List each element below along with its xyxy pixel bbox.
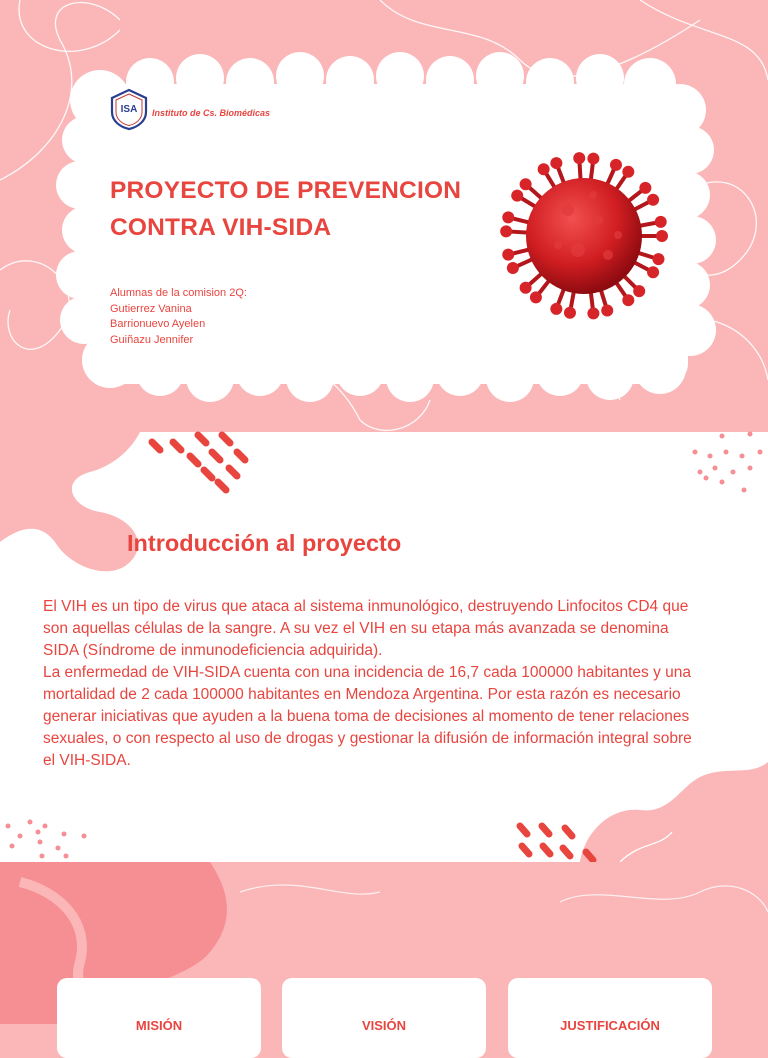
intro-paragraph-1: El VIH es un tipo de virus que ataca al sistema inmunológico, destruyendo Linfocitos CD4 que son aquellas células de la sangre. A su vez el VIH en su etapa más avanzada se denomina SIDA (Síndrome de inmunodeficiencia adquirida). <box>43 598 689 659</box>
dot-pattern-left <box>6 820 87 859</box>
intro-body <box>43 596 703 772</box>
card-justificacion[interactable] <box>508 978 712 1058</box>
card-label: MISIÓN <box>135 1018 183 1033</box>
dot-pattern-right <box>693 432 763 493</box>
intro-paragraph-2: La enfermedad de VIH-SIDA cuenta con una incidencia de 16,7 cada 100000 habitantes y una mortalidad de 2 cada 100000 habitantes en Mendoza Argentina. Por esta razón es necesario generar iniciativas que ayuden a la buena toma de decisiones al momento de tener relaciones sexuales, o con respecto al uso de drogas y gestionar la difusión de información integral sobre el VIH-SIDA. <box>43 664 692 769</box>
page-title <box>110 172 500 246</box>
author-name: Guiñazu Jennifer <box>110 333 194 346</box>
author-name: Barrionuevo Ayelen <box>110 318 206 330</box>
author-name: Gutierrez Vanina <box>110 302 192 315</box>
logo-text: ISA <box>120 104 138 115</box>
title-line-2: CONTRA VIH-SIDA <box>110 214 332 241</box>
intro-slide <box>0 432 768 862</box>
title-line-1: PROYECTO DE PREVENCION <box>110 177 462 204</box>
blob-top-left <box>0 432 140 571</box>
card-label: JUSTIFICACIÓN <box>560 1018 660 1033</box>
cover-slide <box>0 0 768 432</box>
institution-name: Instituto de Cs. Biomédicas <box>152 108 271 118</box>
card-vision[interactable] <box>282 978 486 1058</box>
dash-pattern-top <box>152 435 245 490</box>
institute-logo <box>108 88 150 130</box>
authors-block <box>110 286 247 348</box>
card-mision[interactable] <box>57 978 261 1058</box>
card-label: VISIÓN <box>361 1018 407 1033</box>
virus-illustration <box>498 150 670 322</box>
authors-label: Alumnas de la comision 2Q: <box>110 287 247 299</box>
section-title: Introducción al proyecto <box>127 530 402 556</box>
cards-slide <box>0 862 768 1033</box>
blob-bottom-right <box>580 762 768 862</box>
